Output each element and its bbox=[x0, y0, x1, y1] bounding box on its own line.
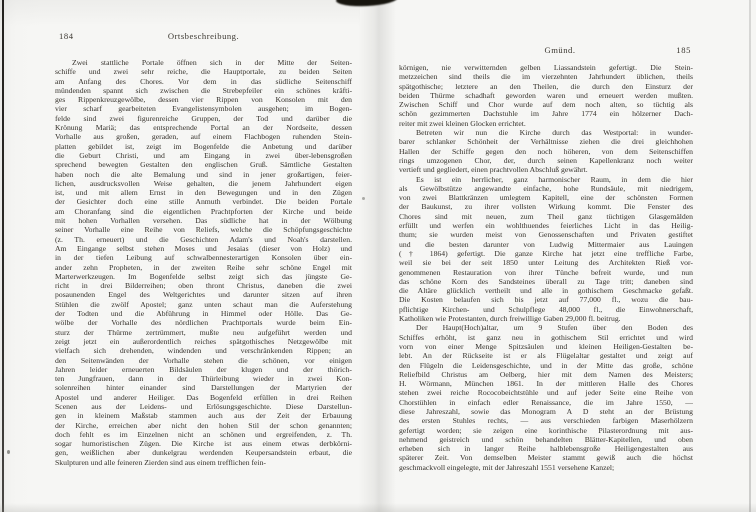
text-line: späterer Zeit. Von demselben Meister stammt gewiß auch die höchst bbox=[399, 453, 693, 463]
page-right bbox=[399, 44, 693, 472]
text-line: der Gesichter doch eine stille Anmuth verbindet. Die beiden Portale bbox=[55, 197, 352, 207]
text-line: zeigt jetzt ein außerordentlich reiches spätgothisches Netzgewölbe mit bbox=[55, 336, 352, 346]
text-line: Zwischen Schiff und Chor wurde auf dem noch alten, so tüchtig als bbox=[399, 100, 693, 110]
text-line: diese Jahreszahl, sowie das Monogram A D steht an der Brüstung bbox=[399, 406, 693, 416]
text-line: die Altäre glücklich vertheilt und alle in gothischem Geschmacke gefaßt. bbox=[399, 286, 693, 296]
text-line: Hallen der Schiffe gegen den noch höheren, von dem Seitenschiffen bbox=[399, 146, 693, 156]
text-line: vielfach sich drehenden, windenden und verschränkenden Rippen; an bbox=[55, 346, 352, 356]
text-line: gefertigt worden; sie zeigen eine korinthische Pilasterordnung mit aus- bbox=[399, 425, 693, 435]
text-line: von zwei Blattkränzen umlegtem Kapitell, eine der schönsten Formen bbox=[399, 193, 693, 203]
text-line: und die besten darunter von Ludwig Mittermaier aus Lauingen bbox=[399, 239, 693, 249]
text-line: der Baukunst, zu ihrer vollsten Wirkung kommt. Die Fenster des bbox=[399, 202, 693, 212]
text-line: ander zehn Propheten, in der zweiten Reihe sehr schöne Engel mit bbox=[55, 262, 352, 272]
scan-bottom-shading bbox=[0, 503, 756, 512]
text-line: erheben sich in langer Reihe halblebensgroße Heiligengestalten aus bbox=[399, 444, 693, 454]
page-number: 185 bbox=[676, 45, 691, 55]
scan-top-shading bbox=[0, 0, 360, 26]
text-line: erfüllt und werfen ein wohlthuendes feierliches Licht in das Heilig- bbox=[399, 221, 693, 231]
text-line: Die Kosten belaufen sich bis jetzt auf 77,000 fl., wozu die bau- bbox=[399, 295, 693, 305]
text-line: Reliefbild Christus am Oelberg, hier mit dem Namen des Meisters; bbox=[399, 369, 693, 379]
text-line: am Anfang des Chores. Vor dem in das südliche Seitenschiff bbox=[55, 76, 352, 86]
page-left bbox=[55, 30, 352, 467]
text-line: schön gezimmerten Dachstuhle im Jahre 1774 ein hölzerner Dach- bbox=[399, 109, 693, 119]
scan-speck bbox=[362, 197, 365, 200]
text-line: lebt. An der Rückseite ist er als Flügelaltar gestaltet und zeigt auf bbox=[399, 351, 693, 361]
text-line: solenreihen hinter einander sind Darstellungen der Martyrien der bbox=[55, 383, 352, 393]
text-line: der Kirche, erreichen aber nicht den hohen Stil der schon genannten; bbox=[55, 420, 352, 430]
text-line: beiden Thürme schadhaft geworden waren und erneuert werden mußten. bbox=[399, 90, 693, 100]
text-line: gen in kleinem Maßstab stammen auch aus der Zeit der Erbauung bbox=[55, 411, 352, 421]
text-line: rings umzogenen Chor, der, durch seinen Kapellenkranz noch weiter bbox=[399, 155, 693, 165]
text-line: vertieft und gegliedert, einen prachtvollen Abschluß gewährt. bbox=[399, 165, 588, 175]
text-line: Skulpturen und alle feineren Zierden sind aus einem trefflichen fein- bbox=[55, 457, 266, 467]
paragraph bbox=[399, 128, 693, 174]
text-line: Krönung Mariä; das entsprechende Portal an der Nordseite, dessen bbox=[55, 123, 352, 133]
text-line: Chores sind mit neuen, zum Theil ganz tüchtigen Glasgemälden bbox=[399, 211, 693, 221]
text-line: Vorhalle aus großen, geraden, auf einem Flachbogen ruhenden Stein- bbox=[55, 132, 352, 142]
text-line: genommenen Restauration von ihrer Tünche befreit wurde, und nun bbox=[399, 267, 693, 277]
scan-left-edge bbox=[2, 0, 4, 512]
text-line: den Seitenwänden der Vorhalle stehen die schönen, vor einigen bbox=[55, 355, 352, 365]
text-line: körnigen, nie verwitternden gelben Liassandstein gefertigt. Die Stein- bbox=[399, 63, 693, 72]
text-line: vorn von einer Menge Spitzsäulen und kleinen Heiligen-Gestalten be- bbox=[399, 341, 693, 351]
page-number: 184 bbox=[59, 31, 74, 41]
text-line: wölbe der Vorhalle des nördlichen Prachtportals wurde beim Ein- bbox=[55, 318, 352, 328]
text-line: schiffe und zwei sehr reiche, die Hauptportale, zu beiden Seiten bbox=[55, 67, 352, 77]
page-body-text bbox=[399, 63, 693, 472]
text-line: das schöne Korn des Sandsteines überall zu Tage tritt; daneben sind bbox=[399, 276, 693, 286]
running-head: Gmünd. bbox=[544, 45, 576, 55]
paragraph bbox=[399, 175, 693, 324]
text-line: stehen zwei reiche Rococobeichtstühle und auf jeder Seite eine Reihe von bbox=[399, 388, 693, 398]
text-line: Chorstühlen in einfach edler Renaissance, die im Jahre 1550, — bbox=[399, 397, 693, 407]
text-line: doch fehlt es im Einzelnen nicht an schönen und ergreifenden, z. Th. bbox=[55, 429, 352, 439]
paragraph bbox=[55, 58, 352, 467]
text-line: Es ist ein herrlicher, ganz harmonischer Raum, in dem die hier bbox=[416, 174, 693, 184]
text-line: richt in drei Bilderreihen; oben thront Christus, daneben die zwei bbox=[55, 281, 352, 291]
text-line: haben noch die alte Bemalung und sind in jener großartigen, feier- bbox=[55, 169, 352, 179]
text-line: Betreten wir nun die Kirche durch das Westportal: in wunder- bbox=[416, 128, 693, 138]
page-header-right bbox=[399, 44, 693, 56]
text-line: der Todten und die Abführung in Himmel oder Hölle. Das Ge- bbox=[55, 309, 352, 319]
scan-right-edge bbox=[749, 0, 751, 512]
text-line: reiter mit zwei kleinen Glocken errichtet. bbox=[399, 118, 526, 128]
text-line: sogar humoristischen Zügen. Die Kirche ist aus einem etwas derbkörni- bbox=[55, 439, 352, 449]
text-line: am Choranfang sind die eigentlichen Prachtpforten der Kirche und beide bbox=[55, 206, 352, 216]
text-line: Katholiken wie Protestanten, durch freiwillige Gaben 29,000 fl. beitrug. bbox=[399, 314, 621, 324]
text-line: Schiffes erhöht, ist ganz neu in gothischem Stil errichtet und wird bbox=[399, 332, 693, 342]
text-line: gen, weißlichen aber dunkelgrau werdenden Keupersandstein erbaut, die bbox=[55, 448, 352, 458]
text-line: H. Wörmann, München 1861. In der mittleren Halle des Chores bbox=[399, 379, 693, 389]
text-line: Am Eingange selbst stehen Moses und Jesaias (dieser von Holz) und bbox=[55, 243, 352, 253]
text-line: den Flügeln die Leidensgeschichte, und in der Mitte das große, schöne bbox=[399, 360, 693, 370]
text-line: Der Haupt(Hoch)altar, um 9 Stufen über den Boden des bbox=[416, 323, 693, 333]
paragraph bbox=[399, 323, 693, 472]
text-line: sprechend bewegten Gestalten den englischen Gruß. Sämtliche Gestalten bbox=[55, 160, 352, 170]
text-line: barer schlanker Schönheit der Verhältnisse ziehen die drei gleichhohen bbox=[399, 137, 693, 147]
text-line: des ersten Stuhles rechts, — aus verschieden farbigen Maserhölzern bbox=[399, 416, 693, 426]
text-line: Apostel und anderer Heiliger. Das Bogenfeld erfüllen in drei Reihen bbox=[55, 392, 352, 402]
text-line: weil sie bei der seit 1850 unter Leitung des Architekten Rieß vor- bbox=[399, 258, 693, 268]
text-line: ist, und mit allem Ernst in den Bewegungen und in den Zügen bbox=[55, 188, 352, 198]
scan-speck bbox=[7, 450, 10, 454]
text-line: spätgothische; letztere an den Theilen, die durch den Einsturz der bbox=[399, 81, 693, 91]
text-line: (z. Th. erneuert) und die Geschichten Adam's und Noah's darstellen. bbox=[55, 234, 352, 244]
text-line: ten Jungfrauen, dann in der Thürleibung wieder in zwei Kon- bbox=[55, 374, 352, 384]
text-line: in der tiefen Leibung auf schwalbennesterartigen Konsolen über ein- bbox=[55, 253, 352, 263]
text-line: Stühlen die zwölf Apostel; ganz unten schaut man die Auferstehung bbox=[55, 299, 352, 309]
running-head: Ortsbeschreibung. bbox=[167, 31, 240, 41]
text-line: seiner Vorhalle eine Reihe von Reliefs, welche die Schöpfungsgeschichte bbox=[55, 225, 352, 235]
page-header-left bbox=[55, 30, 352, 42]
text-line: Marterwerkzeugen. Im Bogenfelde selbst zeigt sich das jüngste Ge- bbox=[55, 271, 352, 281]
text-line: felde sind zwei figurenreiche Gruppen, der Tod und darüber die bbox=[55, 113, 352, 123]
text-line: mit hohen Vorhallen versehen. Das südliche hat in der Wölbung bbox=[55, 216, 352, 226]
paragraph bbox=[399, 63, 693, 128]
text-line: mündenden spannt sich zwischen die Strebepfeiler ein schönes kräfti- bbox=[55, 85, 352, 95]
text-line: nehmend geistreich und schön behandelten Blätter-Kapitellen, und oben bbox=[399, 434, 693, 444]
text-line: pflichtige Kirchen- und Schulpflege 48,000 fl., die Einwohnerschaft, bbox=[399, 304, 693, 314]
page-gutter-shadow bbox=[358, 0, 396, 512]
text-line: metzzeichen sind theils die im vierzehnten Jahrhundert üblichen, theils bbox=[399, 72, 693, 82]
text-line: platten gebildet ist, zeigt im Bogenfelde die Anbetung und darüber bbox=[55, 141, 352, 151]
text-line: sturz der Thürme zertrümmert, mußte neu aufgeführt werden und bbox=[55, 327, 352, 337]
text-line: die Geburt Christi, und am Eingang in zwei über-lebensgroßen bbox=[55, 150, 352, 160]
text-line: vier scharf gearbeiteten Evangelistensymbolen ausgehen; im Bogen- bbox=[55, 104, 352, 114]
text-line: als Gewölbstütze angewandte einfache, hohe Rundsäule, mit niedrigem, bbox=[399, 183, 693, 193]
text-line: Scenen aus der Leidens- und Erlösungsgeschichte. Diese Darstellun- bbox=[55, 401, 352, 411]
text-line: († 1864) gefertigt. Die ganze Kirche hat jetzt eine treffliche Farbe, bbox=[399, 248, 693, 258]
text-line: ges Rippenkreuzgewölbe, dessen vier Rippen von Konsolen mit den bbox=[55, 95, 352, 105]
text-line: thum; sie wurden meist von Genossenschaften und Privaten gestiftet bbox=[399, 230, 693, 240]
text-line: geschmackvoll eingelegte, mit der Jahreszahl 1551 versehene Kanzel; bbox=[399, 462, 615, 472]
text-line: Zwei stattliche Portale öffnen sich in der Mitte der Seiten- bbox=[72, 58, 352, 67]
page-body-text bbox=[55, 58, 352, 467]
text-line: lichen, ausdrucksvollen Weise gehalten, die jenem Jahrhundert eigen bbox=[55, 178, 352, 188]
text-line: Jahren leider erneuerten Bildsäulen der klugen und der thörich- bbox=[55, 364, 352, 374]
text-line: posaunenden Engel des Weltgerichtes und darunter sitzen auf ihren bbox=[55, 290, 352, 300]
